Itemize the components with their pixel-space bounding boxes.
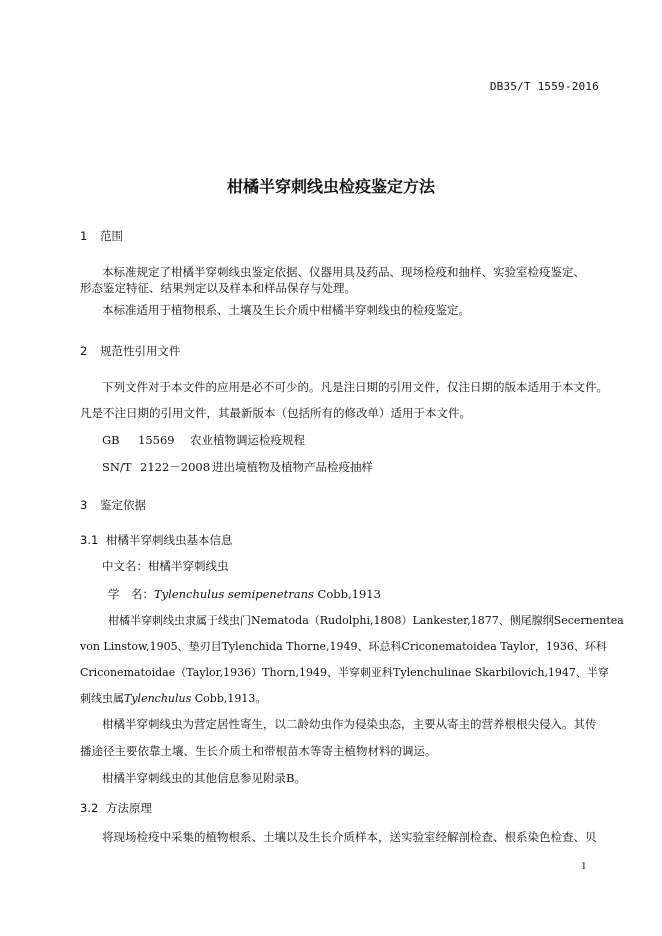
section-number: 1 (80, 229, 88, 243)
section-heading-scope (80, 228, 123, 244)
genus-suffix: Cobb,1913。 (191, 692, 267, 705)
standard-number: DB35/T 1559-2016 (489, 80, 599, 93)
subsection-title: 柑橘半穿刺线虫基本信息 (106, 533, 233, 547)
scientific-name-line (108, 586, 381, 602)
subsection-number: 3.1 (80, 533, 99, 547)
reference-item (102, 459, 373, 475)
ref-code: SN/T (102, 460, 132, 474)
document-title: 柑橘半穿刺线虫检疫鉴定方法 (226, 177, 435, 196)
subsection-title: 方法原理 (106, 801, 152, 815)
section-number: 3 (80, 498, 88, 512)
section-heading-normative-refs (80, 343, 181, 359)
scope-line-2: 形态鉴定特征、结果判定以及样本和样品保存与处理。 (80, 281, 356, 295)
principle-line-1: 将现场检疫中采集的植物根系、土壤以及生长介质样本，送实验室经解剖检查、根系染色检查、贝 (102, 830, 597, 844)
parasitism-line-1: 柑橘半穿刺线虫为营定居性寄生，以二龄幼虫作为侵染虫态，主要从寄主的营养根根尖侵入。其传 (102, 717, 597, 731)
genus-prefix: 刺线虫属 (80, 692, 124, 705)
sci-name: Tylenchulus semipenetrans (154, 587, 314, 601)
scope-line-1: 本标准规定了柑橘半穿刺线虫鉴定依据、仪器用具及药品、现场检疫和抽样、实验室检疫鉴定、 (102, 265, 585, 279)
ref-title: 进出境植物及植物产品检疫抽样 (212, 460, 373, 474)
taxonomy-line-3: Criconematoidae（Taylor,1936）Thorn,1949、半穿刺亚科Tylenchulinae Skarbilovich,1947、半穿 (80, 666, 609, 679)
section-heading-basis (80, 497, 146, 513)
refs-line-1: 下列文件对于本文件的应用是必不可少的。凡是注日期的引用文件，仅注日期的版本适用于本文件。 (102, 380, 608, 394)
section-number: 2 (80, 344, 88, 358)
section-title: 规范性引用文件 (100, 344, 181, 358)
section-title: 鉴定依据 (100, 498, 146, 512)
refs-line-2: 凡是不注日期的引用文件，其最新版本（包括所有的修改单）适用于本文件。 (80, 406, 471, 420)
taxonomy-line-4 (80, 690, 266, 706)
ref-number: 15569 (138, 433, 175, 447)
section-title: 范围 (100, 229, 123, 243)
genus-name: Tylenchulus (124, 692, 192, 705)
subsection-heading-basic-info (80, 532, 233, 548)
page-number: 1 (581, 860, 587, 872)
sci-label: 学 名： (108, 587, 154, 601)
reference-item (102, 432, 305, 448)
ref-code: GB (102, 433, 120, 447)
sci-author: Cobb,1913 (313, 587, 381, 601)
subsection-heading-principle (80, 800, 152, 816)
subsection-number: 3.2 (80, 801, 99, 815)
chinese-name: 中文名：柑橘半穿刺线虫 (102, 559, 229, 573)
appendix-note: 柑橘半穿刺线虫的其他信息参见附录B。 (102, 771, 306, 785)
ref-number: 2122－2008 (140, 460, 211, 474)
taxonomy-line-1: 柑橘半穿刺线虫隶属于线虫门Nematoda（Rudolphi,1808）Lankester,1877、侧尾腺纲Secernentea (108, 614, 624, 627)
taxonomy-line-2: von Linstow,1905、垫刃目Tylenchida Thorne,1949、环总科Criconematoidea Taylor，1936、环科 (80, 640, 607, 653)
scope-line-3: 本标准适用于植物根系、土壤及生长介质中柑橘半穿刺线虫的检疫鉴定。 (102, 303, 470, 317)
ref-title: 农业植物调运检疫规程 (190, 433, 305, 447)
parasitism-line-2: 播途径主要依靠土壤、生长介质土和带根苗木等寄主植物材料的调运。 (80, 744, 437, 758)
